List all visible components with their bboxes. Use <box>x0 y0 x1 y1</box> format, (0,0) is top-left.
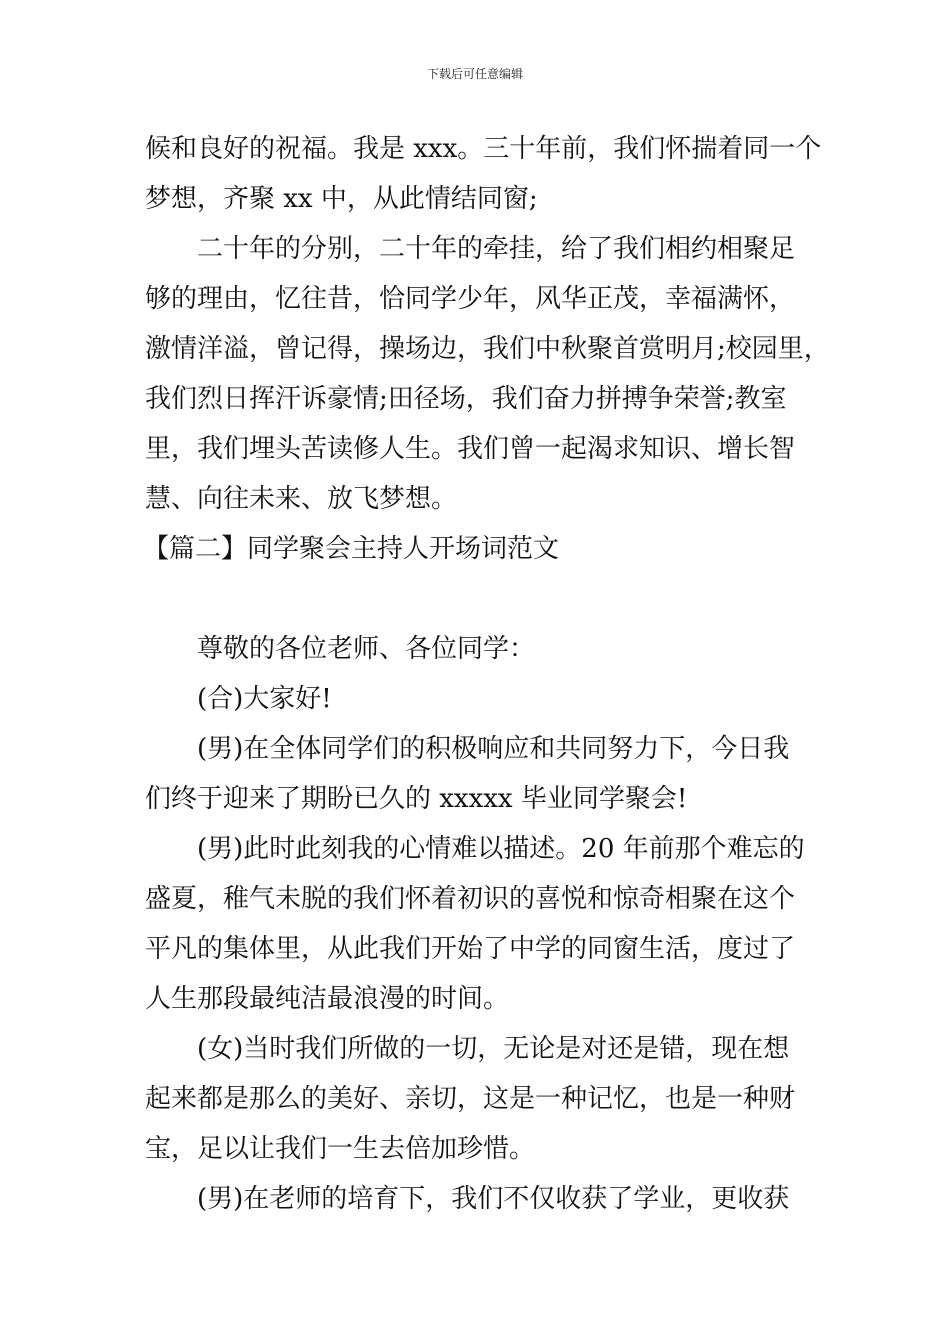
text-line: (男)在全体同学们的积极响应和共同努力下，今日我 <box>197 734 790 764</box>
text-line: (男)此时此刻我的心情难以描述。20 年前那个难忘的 <box>197 834 805 864</box>
text-line: 人生那段最纯洁最浪漫的时间。 <box>145 984 510 1014</box>
text-line: (合)大家好! <box>197 684 332 714</box>
text-line: 平凡的集体里，从此我们开始了中学的同窗生活，度过了 <box>145 934 796 964</box>
document-body <box>143 124 830 1224</box>
text-line: (男)在老师的培育下，我们不仅收获了学业，更收获 <box>197 1184 790 1214</box>
text-line: 梦想，齐聚 xx 中，从此情结同窗; <box>145 184 538 214</box>
blank-line <box>145 574 817 624</box>
text-line: 我们烈日挥汗诉豪情;田径场，我们奋力拼搏争荣誉;教室 <box>145 384 787 414</box>
section-title: 【篇二】同学聚会主持人开场词范文 <box>143 534 560 564</box>
text-line: 盛夏，稚气未脱的我们怀着初识的喜悦和惊奇相聚在这个 <box>145 884 796 914</box>
text-line: 宝，足以让我们一生去倍加珍惜。 <box>145 1134 536 1164</box>
text-line: 尊敬的各位老师、各位同学： <box>197 634 536 664</box>
text-line: 慧、向往未来、放飞梦想。 <box>145 484 458 514</box>
text-line: 激情洋溢，曾记得，操场边，我们中秋聚首赏明月;校园里， <box>145 334 830 364</box>
text-line: 们终于迎来了期盼已久的 xxxxx 毕业同学聚会! <box>145 784 688 814</box>
text-line: 里，我们埋头苦读修人生。我们曾一起渴求知识、增长智 <box>145 434 796 464</box>
text-line: 够的理由，忆往昔，恰同学少年，风华正茂，幸福满怀， <box>145 284 796 314</box>
text-line: (女)当时我们所做的一切，无论是对还是错，现在想 <box>197 1034 790 1064</box>
text-line: 二十年的分别，二十年的牵挂，给了我们相约相聚足 <box>197 234 796 264</box>
text-line: 起来都是那么的美好、亲切，这是一种记忆，也是一种财 <box>145 1084 796 1114</box>
page-header: 下载后可任意编辑 <box>426 67 523 81</box>
text-line: 候和良好的祝福。我是 xxx。三十年前，我们怀揣着同一个 <box>145 134 822 164</box>
